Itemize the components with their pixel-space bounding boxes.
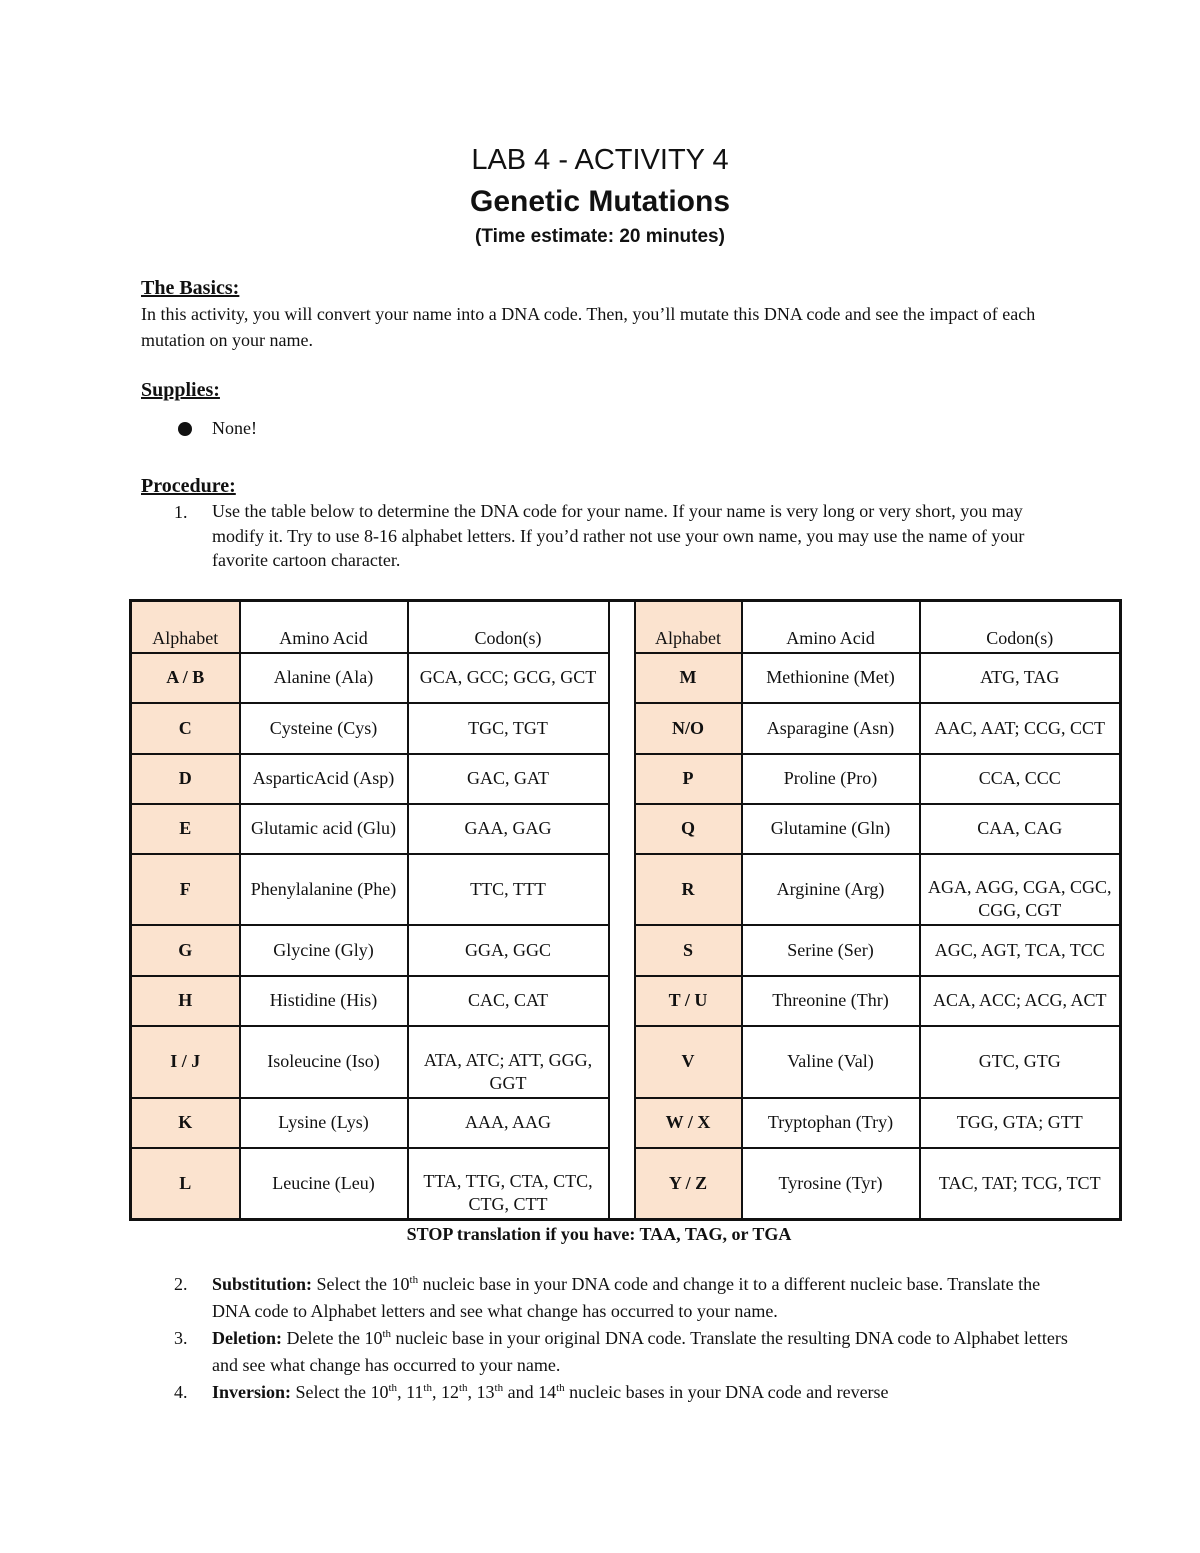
lab-title: LAB 4 - ACTIVITY 4 [471, 144, 729, 176]
amino-acid-cell: Glutamic acid (Glu) [240, 804, 408, 854]
step-number: 4. [174, 1382, 188, 1402]
step-label: Deletion: [212, 1328, 282, 1348]
step-2-text [212, 1271, 1072, 1324]
codon-cell: AGA, AGG, CGA, CGC, CGG, CGT [920, 854, 1121, 925]
alphabet-cell: D [131, 754, 240, 804]
ordinal-suffix: th [423, 1382, 432, 1394]
amino-acid-cell: Tyrosine (Tyr) [742, 1148, 920, 1220]
basics-heading: The Basics: [141, 277, 240, 299]
codon-cell: GCA, GCC; GCG, GCT [408, 653, 609, 703]
stop-note: STOP translation if you have: TAA, TAG, or TGA [406, 1224, 792, 1244]
codon-cell: GAC, GAT [408, 754, 609, 804]
alphabet-cell: L [131, 1148, 240, 1220]
amino-acid-cell: Phenylalanine (Phe) [240, 854, 408, 925]
codon-cell: GTC, GTG [920, 1026, 1121, 1098]
alphabet-cell: N/O [635, 703, 742, 754]
column-header: Codon(s) [408, 601, 609, 653]
amino-acid-cell: Isoleucine (Iso) [240, 1026, 408, 1098]
procedure-heading: Procedure: [141, 475, 236, 497]
ordinal-suffix: th [382, 1328, 392, 1340]
column-header: Alphabet [131, 601, 240, 653]
codon-cell: AGC, AGT, TCA, TCC [920, 925, 1121, 976]
step-text-part: Delete the 10 [281, 1328, 383, 1348]
step-text-part: Select the 10 [312, 1274, 410, 1294]
column-header: Codon(s) [920, 601, 1121, 653]
alphabet-cell: V [635, 1026, 742, 1098]
amino-acid-cell: Methionine (Met) [742, 653, 920, 703]
ordinal-suffix: th [556, 1382, 565, 1394]
page-title: Genetic Mutations [469, 185, 731, 218]
amino-acid-cell: Serine (Ser) [742, 925, 920, 976]
column-divider [609, 601, 635, 1220]
step-text-part: , 13 [467, 1382, 495, 1402]
codon-cell: CCA, CCC [920, 754, 1121, 804]
alphabet-cell: Y / Z [635, 1148, 742, 1220]
supply-item: None! [212, 418, 257, 438]
codon-cell: AAA, AAG [408, 1098, 609, 1148]
amino-acid-cell: Threonine (Thr) [742, 976, 920, 1026]
alphabet-cell: R [635, 854, 742, 925]
amino-acid-cell: Proline (Pro) [742, 754, 920, 804]
basics-text: In this activity, you will convert your name into a DNA code. Then, you’ll mutate this DNA code and see the impact of each mutation on your name. [141, 304, 1036, 350]
step-text-part: nucleic base in your original DNA code. Translate the resulting DNA code to Alphabet letters and see what change has occurred to your name. [212, 1328, 1068, 1375]
alphabet-cell: T / U [635, 976, 742, 1026]
codon-cell: TAC, TAT; TCG, TCT [920, 1148, 1121, 1220]
alphabet-cell: H [131, 976, 240, 1026]
amino-acid-cell: Tryptophan (Try) [742, 1098, 920, 1148]
step-number: 3. [174, 1328, 188, 1348]
alphabet-cell: A / B [131, 653, 240, 703]
codon-cell: CAC, CAT [408, 976, 609, 1026]
alphabet-cell: W / X [635, 1098, 742, 1148]
step-text-part: nucleic base in your DNA code and change it to a different nucleic base. Translate the DNA code to Alphabet letters and see what change has occurred to your name. [212, 1274, 1041, 1321]
amino-acid-cell: Arginine (Arg) [742, 854, 920, 925]
column-header: Alphabet [635, 601, 742, 653]
codon-cell: ATA, ATC; ATT, GGG, GGT [408, 1026, 609, 1098]
amino-acid-cell: Lysine (Lys) [240, 1098, 408, 1148]
alphabet-cell: F [131, 854, 240, 925]
amino-acid-cell: Valine (Val) [742, 1026, 920, 1098]
step-text-part: and 14 [503, 1382, 557, 1402]
alphabet-cell: P [635, 754, 742, 804]
alphabet-cell: E [131, 804, 240, 854]
amino-acid-cell: Histidine (His) [240, 976, 408, 1026]
table-header-row [131, 601, 1121, 653]
codon-cell: AAC, AAT; CCG, CCT [920, 703, 1121, 754]
step-text-part: , 12 [431, 1382, 459, 1402]
amino-acid-cell: Glycine (Gly) [240, 925, 408, 976]
alphabet-cell: S [635, 925, 742, 976]
codon-cell: CAA, CAG [920, 804, 1121, 854]
alphabet-cell: I / J [131, 1026, 240, 1098]
alphabet-cell: M [635, 653, 742, 703]
ordinal-suffix: th [494, 1382, 504, 1394]
step-number: 2. [174, 1274, 188, 1294]
step-1-text: Use the table below to determine the DNA code for your name. If your name is very long or very short, you may modify it. Try to use 8-16 alphabet letters. If you’d rather not use your own name, you may use the name of your favorite cartoon character. [212, 501, 1025, 570]
alphabet-cell: C [131, 703, 240, 754]
alphabet-cell: K [131, 1098, 240, 1148]
step-number: 1. [174, 502, 188, 522]
codon-cell: TTC, TTT [408, 854, 609, 925]
amino-acid-cell: Alanine (Ala) [240, 653, 408, 703]
codon-cell: GAA, GAG [408, 804, 609, 854]
codon-cell: ATG, TAG [920, 653, 1121, 703]
amino-acid-cell: AsparticAcid (Asp) [240, 754, 408, 804]
step-4-text [212, 1379, 1072, 1406]
time-estimate: (Time estimate: 20 minutes) [475, 226, 725, 247]
codon-cell: TTA, TTG, CTA, CTC, CTG, CTT [408, 1148, 609, 1220]
column-header: Amino Acid [240, 601, 408, 653]
amino-acid-cell: Asparagine (Asn) [742, 703, 920, 754]
step-text-part: nucleic bases in your DNA code and reverse [564, 1382, 889, 1402]
step-label: Inversion: [212, 1382, 292, 1402]
amino-acid-cell: Leucine (Leu) [240, 1148, 408, 1220]
step-label: Substitution: [212, 1274, 313, 1294]
supplies-heading: Supplies: [141, 379, 220, 401]
ordinal-suffix: th [388, 1382, 398, 1394]
amino-acid-cell: Cysteine (Cys) [240, 703, 408, 754]
step-text-part: , 11 [397, 1382, 424, 1402]
codon-cell: GGA, GGC [408, 925, 609, 976]
codon-cell: TGC, TGT [408, 703, 609, 754]
alphabet-cell: Q [635, 804, 742, 854]
codon-cell: TGG, GTA; GTT [920, 1098, 1121, 1148]
bullet-icon [178, 422, 192, 436]
ordinal-suffix: th [458, 1382, 468, 1394]
alphabet-cell: G [131, 925, 240, 976]
column-header: Amino Acid [742, 601, 920, 653]
ordinal-suffix: th [409, 1274, 419, 1286]
step-text-part: Select the 10 [291, 1382, 389, 1402]
step-3-text [212, 1325, 1072, 1378]
codon-table [129, 599, 1122, 1221]
codon-cell: ACA, ACC; ACG, ACT [920, 976, 1121, 1026]
amino-acid-cell: Glutamine (Gln) [742, 804, 920, 854]
